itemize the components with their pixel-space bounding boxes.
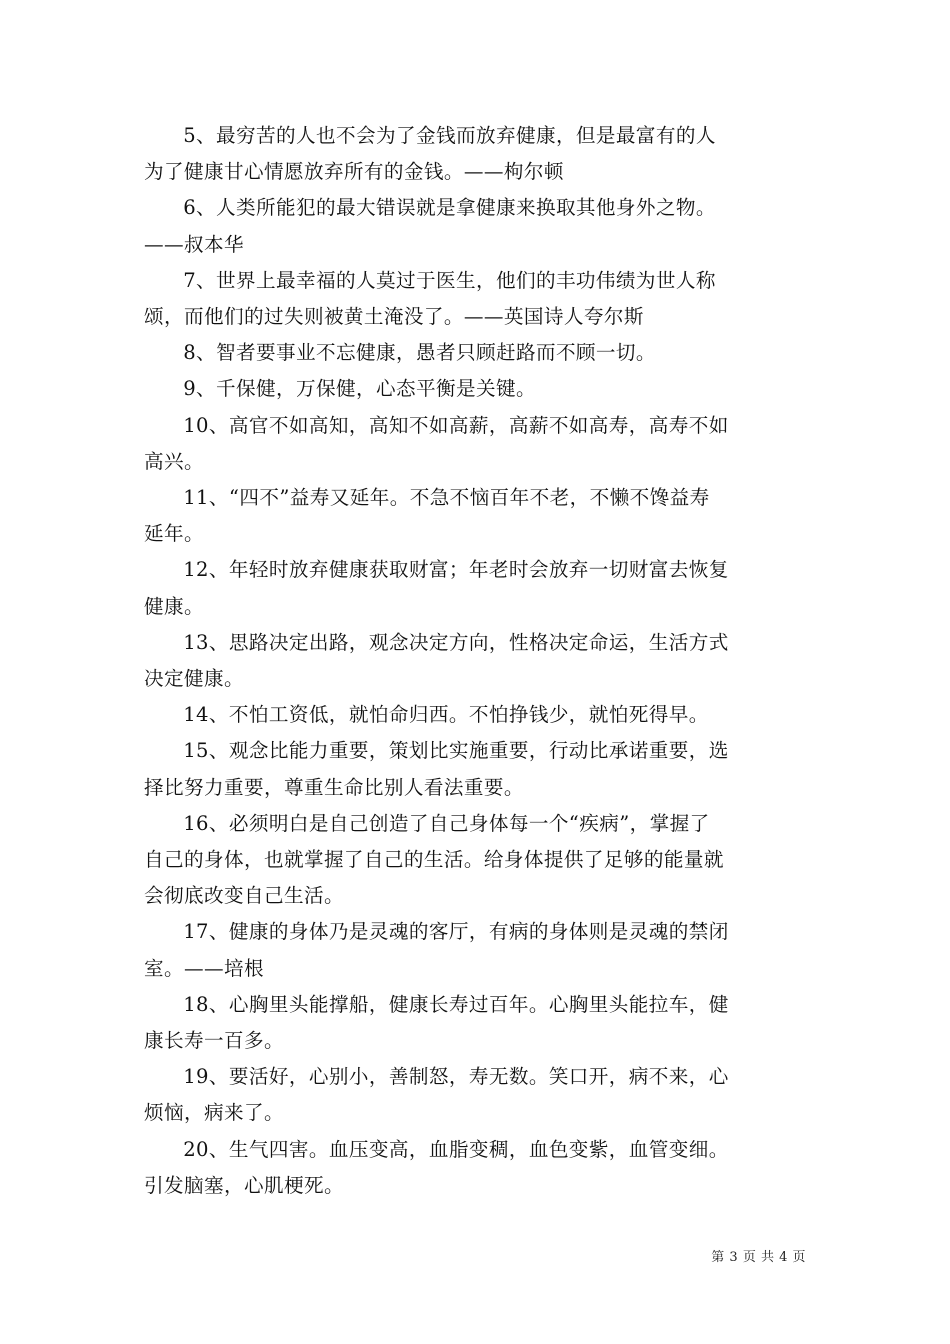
quote-paragraph <box>144 733 806 805</box>
quote-paragraph <box>144 987 806 1059</box>
paragraph-line: 14、不怕工资低，就怕命归西。不怕挣钱少，就怕死得早。 <box>183 703 709 727</box>
quote-paragraph <box>144 335 806 371</box>
quote-paragraph <box>144 697 806 733</box>
paragraph-line: 9、千保健，万保健，心态平衡是关键。 <box>183 377 536 401</box>
quote-paragraph <box>144 552 806 624</box>
paragraph-line: 7、世界上最幸福的人莫过于医生，他们的丰功伟绩为世人称 <box>183 268 716 292</box>
paragraph-line: 11、“四不”益寿又延年。不急不恼百年不老，不懒不馋益寿 <box>183 486 710 510</box>
paragraph-line: 10、高官不如高知，高知不如高薪，高薪不如高寿，高寿不如 <box>183 413 729 437</box>
paragraph-line: 颂，而他们的过失则被黄土淹没了。——英国诗人夸尔斯 <box>144 305 644 329</box>
quote-paragraph <box>144 625 806 697</box>
paragraph-line: 烦恼，病来了。 <box>144 1101 284 1125</box>
paragraph-line: 决定健康。 <box>144 667 244 691</box>
quote-paragraph <box>144 1132 806 1204</box>
paragraph-line: 延年。 <box>144 522 204 546</box>
quote-paragraph <box>144 914 806 986</box>
paragraph-line: 6、人类所能犯的最大错误就是拿健康来换取其他身外之物。 <box>183 196 716 220</box>
quote-paragraph <box>144 408 806 480</box>
page-number: 第 3 页 共 4 页 <box>711 1250 806 1265</box>
paragraph-line: 8、智者要事业不忘健康，愚者只顾赶路而不顾一切。 <box>183 341 656 365</box>
document-body <box>144 118 806 1204</box>
paragraph-line: 17、健康的身体乃是灵魂的客厅，有病的身体则是灵魂的禁闭 <box>183 920 729 944</box>
paragraph-line: 12、年轻时放弃健康获取财富；年老时会放弃一切财富去恢复 <box>183 558 729 582</box>
quote-paragraph <box>144 480 806 552</box>
paragraph-line: 为了健康甘心情愿放弃所有的金钱。——枸尔顿 <box>144 160 564 184</box>
quote-paragraph <box>144 190 806 262</box>
paragraph-line: 15、观念比能力重要，策划比实施重要，行动比承诺重要，选 <box>183 739 729 763</box>
quote-paragraph <box>144 806 806 915</box>
paragraph-line: 高兴。 <box>144 449 204 473</box>
paragraph-line: 室。——培根 <box>144 956 264 980</box>
quote-paragraph <box>144 118 806 190</box>
paragraph-line: 康长寿一百多。 <box>144 1029 284 1053</box>
paragraph-line: 会彻底改变自己生活。 <box>144 884 344 908</box>
paragraph-line: 健康。 <box>144 594 204 618</box>
paragraph-line: 自己的身体，也就掌握了自己的生活。给身体提供了足够的能量就 <box>144 848 724 872</box>
quote-paragraph <box>144 1059 806 1131</box>
paragraph-line: 择比努力重要，尊重生命比别人看法重要。 <box>144 775 524 799</box>
quote-paragraph <box>144 371 806 407</box>
paragraph-line: 20、生气四害。血压变高，血脂变稠，血色变紫，血管变细。 <box>183 1137 729 1161</box>
paragraph-line: ——叔本华 <box>144 232 244 256</box>
paragraph-line: 19、要活好，心别小，善制怒，寿无数。笑口开，病不来，心 <box>183 1065 729 1089</box>
quote-paragraph <box>144 263 806 335</box>
paragraph-line: 18、心胸里头能撑船，健康长寿过百年。心胸里头能拉车，健 <box>183 992 729 1016</box>
paragraph-line: 13、思路决定出路，观念决定方向，性格决定命运，生活方式 <box>183 630 729 654</box>
paragraph-line: 引发脑塞，心肌梗死。 <box>144 1173 344 1197</box>
paragraph-line: 16、必须明白是自己创造了自己身体每一个“疾病”，掌握了 <box>183 811 710 835</box>
paragraph-line: 5、最穷苦的人也不会为了金钱而放弃健康，但是最富有的人 <box>183 124 716 147</box>
